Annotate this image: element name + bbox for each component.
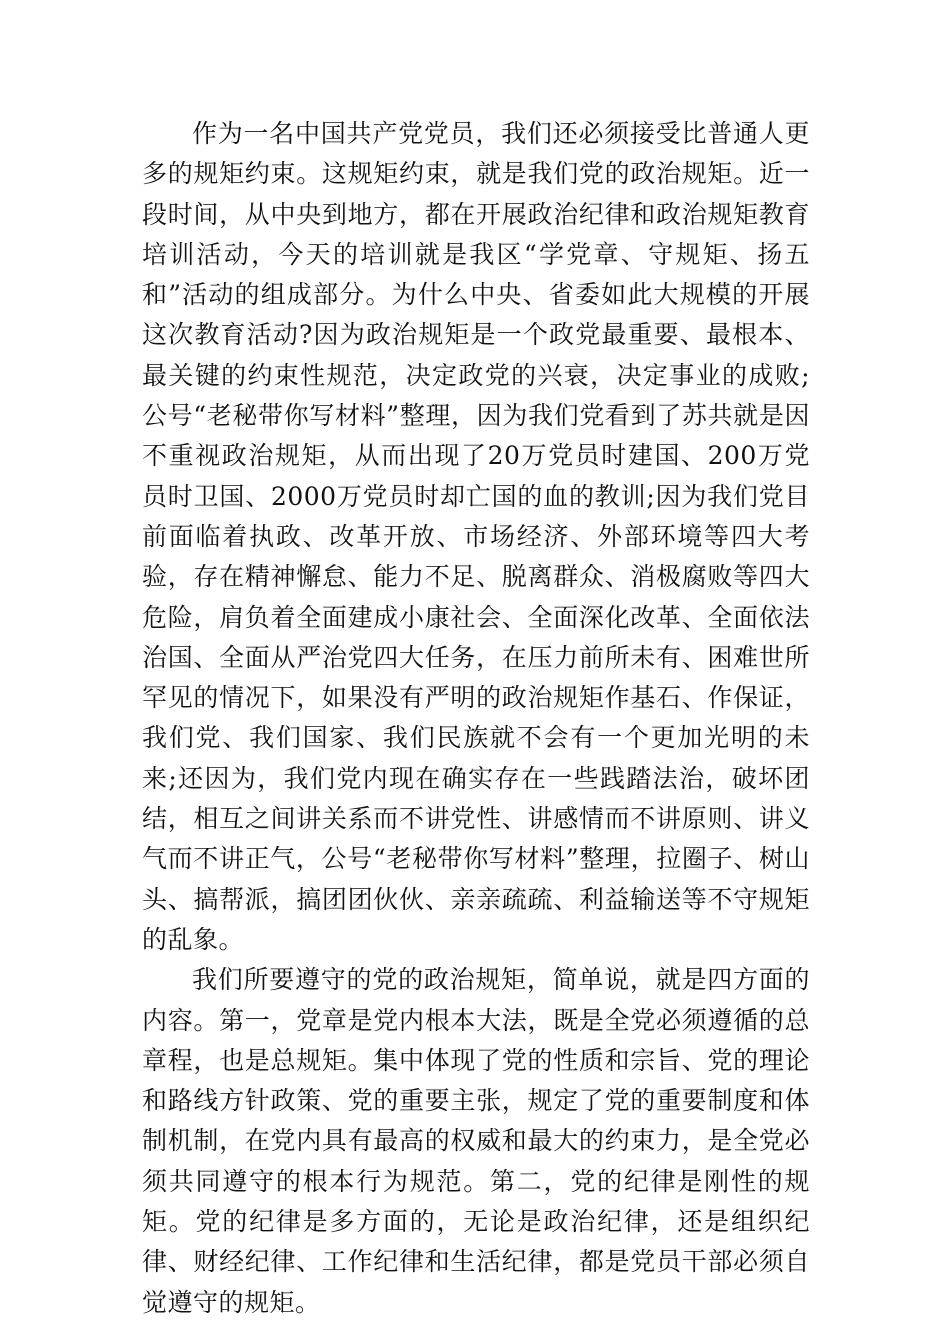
paragraph-1: 作为一名中国共产党党员，我们还必须接受比普通人更多的规矩约束。这规矩约束，就是我们党的政治规矩。近一段时间，从中央到地方，都在开展政治纪律和政治规矩教育培训活动，今天的培训就是我区“学党章、守规矩、扬五和”活动的组成部分。为什么中央、省委如此大规模的开展这次教育活动?因为政治规矩是一个政党最重要、最根本、最关键的约束性规范，决定政党的兴衰，决定事业的成败;公号“老秘带你写材料”整理，因为我们党看到了苏共就是因不重视政治规矩，从而出现了20万党员时建国、200万党员时卫国、2000万党员时却亡国的血的教训;因为我们党目前面临着执政、改革开放、市场经济、外部环境等四大考验，存在精神懈怠、能力不足、脱离群众、消极腐败等四大危险，肩负着全面建成小康社会、全面深化改革、全面依法治国、全面从严治党四大任务，在压力前所未有、困难世所罕见的情况下，如果没有严明的政治规矩作基石、作保证，我们党、我们国家、我们民族就不会有一个更加光明的未来;还因为，我们党内现在确实存在一些践踏法治，破坏团结，相互之间讲关系而不讲党性、讲感情而不讲原则、讲义气而不讲正气，公号“老秘带你写材料”整理，拉圈子、树山头、搞帮派，搞团团伙伙、亲亲疏疏、利益输送等不守规矩的乱象。: [142, 119, 810, 954]
paragraph-2: 我们所要遵守的党的政治规矩，简单说，就是四方面的内容。第一，党章是党内根本大法，既是全党必须遵循的总章程，也是总规矩。集中体现了党的性质和宗旨、党的理论和路线方针政策、党的重要主张，规定了党的重要制度和体制机制，在党内具有最高的权威和最大的约束力，是全党必须共同遵守的根本行为规范。第二，党的纪律是刚性的规矩。党的纪律是多方面的，无论是政治纪律，还是组织纪律、财经纪律、工作纪律和生活纪律，都是党员干部必须自觉遵守的规矩。: [142, 965, 810, 1317]
document-body: [142, 114, 810, 1323]
